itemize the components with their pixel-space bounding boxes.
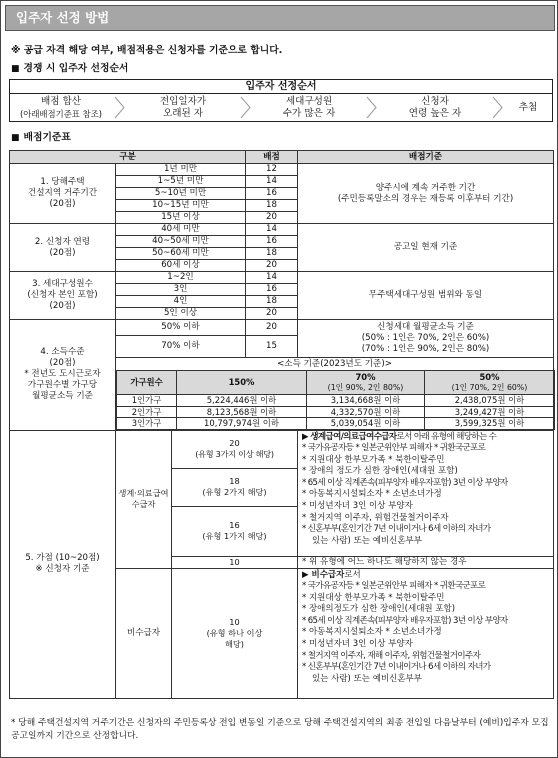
household-size-cell: 3인가구 [117,418,177,430]
income-header-row [117,371,555,395]
livelihood-score-16 [172,506,298,556]
non-recipient-basis-title-rest: 로서 [344,569,361,580]
range-cell: 60세 이상 [116,260,246,272]
livelihood-none: * 위 유형에 어느 하나도 해당하지 않는 경우 [298,556,554,568]
income-col-50 [425,371,555,395]
header-category: 구분 [10,151,246,164]
income-col-70-sub: (1인 90%, 2인 80%) [327,382,404,392]
list-item: * 신혼부부(혼인기간 7년 이내이거나 6세 이하의 자녀가 [302,662,491,673]
list-item: * 철거지역 이주자, 위험건물철거이주자 [302,512,449,523]
selection-order-steps [10,94,552,121]
income-value-cell: 3,134,668원 이하 [307,395,425,407]
income-basis-line: (70% : 1인은 90%, 2인은 80%) [361,344,490,354]
income-table-row [117,395,555,407]
chevron-right-icon [366,96,377,119]
income-table-row [117,406,555,418]
income-value-cell: 2,438,075원 이하 [425,395,555,407]
range-cell: 50% 이하 [116,320,246,336]
range-cell: 5인 이상 [116,308,246,320]
chevron-right-icon [240,96,251,119]
header-score: 배점 [246,151,298,164]
list-item [302,570,551,582]
list-item: * 지원대상 한부모가족 * 북한이탈주민 [302,454,445,465]
order-step-1-sub: (아래배점기준표 참조) [19,108,102,119]
income-label-line: (20점) [49,358,76,369]
score-cell: 20 [246,212,298,224]
livelihood-score-18 [172,468,298,506]
range-cell: 5~10년 미만 [116,188,246,200]
score-cell: 20 [246,308,298,320]
score-cell: 14 [246,224,298,236]
score-desc: (유형 2가지 해당) [202,487,267,497]
score-value: 20 [229,438,240,448]
square-bullet-icon: ■ [11,64,20,74]
range-cell: 1~5년 미만 [116,176,246,188]
spacer-cell [116,698,554,699]
section-title-order-text: 경쟁 시 입주자 선정순서 [23,63,129,74]
score-desc: (유형 1가지 해당) [202,531,267,541]
residence-basis-line: (주민등록말소의 경우는 재등록 이후부터 기간) [337,193,514,204]
income-basis-line: 신청세대 월평균소득 기준 [377,322,474,332]
income-col-70 [307,371,425,395]
list-item: * 미성년자녀 3인 이상 부양자 [302,501,413,512]
livelihood-basis-title-rest: 로서 아래 유형에 해당하는 수 [396,431,497,442]
income-col-70-main: 70% [355,372,376,382]
order-step-3 [254,94,364,121]
household-label-line: 3. 세대구성원수 [32,279,93,289]
income-value-cell: 5,039,054원 이하 [307,418,425,430]
score-cell: 14 [246,272,298,284]
livelihood-basis [298,430,554,556]
order-step-2 [128,94,238,121]
table-row [10,272,554,284]
income-standard-table [116,370,555,430]
score-value: 18 [229,476,240,486]
order-step-5-main: 추첨 [518,101,538,113]
household-label-line: (20점) [49,301,76,311]
income-col-50-main: 50% [479,372,500,382]
income-label [10,320,116,431]
income-col-150 [177,371,307,395]
residence-label-line: 건설지역 거주기간 [27,188,98,198]
range-cell: 1년 미만 [116,164,246,176]
income-value-cell: 4,332,570원 이하 [307,406,425,418]
list-item: * 65세 이상 직계존속(피부양자 배우자포함) 3년 이상 부양자 [302,477,508,488]
household-label [10,272,116,320]
order-step-1 [10,94,112,121]
footnote: * 당해 주택건설지역 거주기간은 신청자의 주민등록상 전입 변동일 기준으로 당해 주택건설지역의 최종 전입일 다음날부터 (예비)입주자 모집공고일까지 기간으로 산정합니다. [11,718,549,741]
household-label-line: (신청자 본인 포함) [27,290,98,300]
income-col-150-main: 150% [228,377,255,388]
income-basis-line: (50% : 1인은 70%, 2인은 60%) [361,333,490,343]
scoring-criteria-table [9,150,554,699]
household-size-cell: 1인가구 [117,395,177,407]
score-cell: 16 [246,284,298,296]
livelihood-label-line: 수급자 [131,499,156,509]
household-size-cell: 2인가구 [117,406,177,418]
score-cell: 16 [246,236,298,248]
range-cell: 50~60세 미만 [116,248,246,260]
list-item: * 아동복지시설퇴소자 * 소년소녀가정 [302,489,442,500]
range-cell: 10~15년 미만 [116,200,246,212]
bonus-label-line: 5. 가점 (10~20점) [25,553,100,564]
list-item: * 국가유공자등 * 일본군위안부 피해자 * 귀환국군포로 [302,443,486,454]
criteria-header-row [10,151,554,164]
income-label-line: * 전년도 도시근로자 [24,369,101,380]
residence-label-line: 1. 당해주택 [40,177,85,187]
income-value-cell: 3,599,325원 이하 [425,418,555,430]
income-label-line: 월평균소득 기준 [32,391,93,402]
order-step-2-main: 전입일자가 [159,95,207,107]
square-bullet-icon: ■ [11,133,20,143]
list-item: * 65세 이상 직계존속(피부양자 배우자포함) 3년 이상 부양자 [302,615,508,626]
order-step-4 [380,94,490,121]
order-step-5 [504,94,552,121]
age-label-line: 2. 신청자 연령 [34,236,91,247]
range-cell: 4인 [116,296,246,308]
income-value-cell: 5,224,446원 이하 [177,395,307,407]
order-step-1-main: 배점 합산 [40,95,82,107]
age-basis: 공고일 현재 기준 [298,224,554,272]
income-table-row [117,418,555,430]
residence-label [10,164,116,224]
bonus-label-line: ※ 신청자 기준 [35,564,90,575]
age-label-line: (20점) [49,247,76,258]
income-col-header: 가구원수 [117,371,177,395]
score-value: 10 [229,616,240,627]
income-value-cell: 10,797,974원 이하 [177,418,307,430]
list-item: 있는 사람) 또는 예비신혼부부 [312,673,422,684]
section-title-criteria-text: 배점기준표 [23,132,71,143]
range-cell: 40세 미만 [116,224,246,236]
livelihood-score-10: 10 [172,556,298,568]
income-value-cell: 8,123,568원 이하 [177,406,307,418]
list-item: * 장애의정도가 심한 장애인(세대원 포함) [302,604,456,615]
list-item: * 아동복지시설퇴소자 * 소년소녀가정 [302,627,442,638]
order-step-4-sub: 연령 높은 자 [408,107,462,119]
income-standard-title: <소득 기준(2023년도 기준)> [277,359,392,369]
score-cell: 20 [246,320,298,336]
score-cell: 15 [246,336,298,358]
eligibility-notice: ※ 공급 자격 해당 여부, 배점적용은 신청자를 기준으로 합니다. [11,45,283,56]
score-desc: (유형 하나 이상 [206,627,263,638]
range-cell: 15년 이상 [116,212,246,224]
income-label-line: 4. 소득수준 [40,347,85,358]
order-step-3-sub: 수가 많은 자 [282,107,336,119]
table-row [10,164,554,176]
score-cell: 16 [246,188,298,200]
range-cell: 3인 [116,284,246,296]
residence-label-line: (20점) [49,199,76,209]
score-cell: 20 [246,260,298,272]
score-desc: (유형 3가지 이상 해당) [195,449,274,459]
range-cell: 40~50세 미만 [116,236,246,248]
score-desc: 해당) [224,638,244,649]
non-recipient-basis-list [302,570,551,686]
list-item: * 미성년자녀 3인 이상 부양자 [302,639,413,650]
list-item [302,432,551,444]
range-cell: 1~2인 [116,272,246,284]
income-standard-cell [116,358,554,431]
non-recipient-basis-title: ▶ 비수급자 [302,569,345,580]
page-header: 입주자 선정 방법 [5,5,555,31]
range-cell: 70% 이하 [116,336,246,358]
score-value: 16 [229,520,240,530]
score-cell: 18 [246,248,298,260]
residence-basis-line: 양주시에 계속 거주한 기간 [375,182,476,193]
chevron-right-icon [492,96,503,119]
non-recipient-basis [298,568,554,698]
livelihood-label [116,430,172,568]
list-item: * 철거지역 이주자, 재해 이주자, 위험건물철거이주자 [302,650,481,661]
header-basis: 배점기준 [298,151,554,164]
non-recipient-score [172,568,298,698]
order-step-4-main: 신청자 [421,95,449,107]
order-step-3-main: 세대구성원 [285,95,333,107]
household-basis: 무주택세대구성원 범위와 동일 [298,272,554,320]
list-item: * 국가유공자등 * 일본군위안부 피해자 * 귀환국군포로 [302,581,486,592]
list-item: 있는 사람) 또는 예비신혼부부 [312,535,422,546]
score-cell: 14 [246,176,298,188]
selection-order-table [9,79,553,122]
livelihood-basis-title: ▶ 생계급여/의료급여수급자 [302,431,397,442]
table-row [10,224,554,236]
income-col-50-sub: (1인 70%, 2인 60%) [451,382,528,392]
livelihood-label-line: 생계·의료급여 [118,488,169,498]
score-cell: 12 [246,164,298,176]
chevron-right-icon [114,96,125,119]
table-row [10,430,554,468]
livelihood-basis-list [302,432,551,548]
income-basis [298,320,554,358]
list-item: * 장애의 정도가 심한 장애인(세대원 포함) [302,466,458,477]
selection-order-title: 입주자 선정순서 [10,80,552,94]
order-step-2-sub: 오래된 자 [162,107,204,119]
list-item: * 지원대상 한부모가족 * 북한이탈주민 [302,592,445,603]
non-recipient-label: 비수급자 [116,568,172,698]
income-label-line: 가구원수별 가구당 [27,380,98,391]
bonus-label [10,430,116,699]
income-value-cell: 3,249,427원 이하 [425,406,555,418]
residence-basis [298,164,554,224]
livelihood-score-20 [172,430,298,468]
section-title-order [11,60,128,74]
table-row [10,320,554,336]
age-label [10,224,116,272]
score-cell: 18 [246,200,298,212]
section-title-criteria [11,129,71,143]
list-item: * 신혼부부(혼인기간 7년 이내이거나 6세 이하의 자녀가 [302,524,491,535]
score-cell: 18 [246,296,298,308]
